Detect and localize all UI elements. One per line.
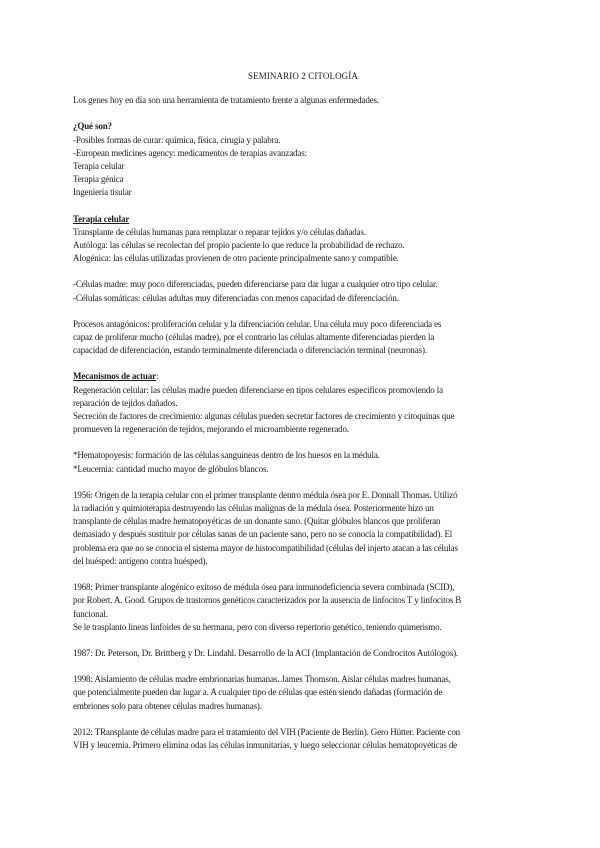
- history-2012-line: VIH y leucemia. Primero elimina odas las células inmunitarias, y luego seleccionar células hematopoyéticas de: [73, 739, 458, 750]
- history-1998-line: embriones solo para obtener células madres humanas).: [73, 700, 262, 711]
- history-1956-line: problema era que no se conocía el sistema mayor de histocompatibilidad (células del injerto atacan a las células: [73, 542, 458, 553]
- document-page: [73, 70, 533, 752]
- history-1998-line: que potencialmente pueden dar lugar a. A cualquier tipo de células que estén siendo dañadas (formación de: [73, 687, 443, 698]
- mecanismos-line: promueven la regeneración de tejidos, mejorando el microambiente regenerado.: [73, 424, 349, 435]
- history-1968-line: funcional.: [73, 608, 108, 619]
- history-1968-line: Se le trasplanto líneas linfoides de su hermana, pero con diverso repertorio genético, teniendo quimerismo.: [73, 621, 442, 632]
- history-1956-line: 1956: Origen de la terapia celular con el primer transplante dentro médula ósea por E. Donnall Thomas. Utilizó: [73, 489, 458, 500]
- note-line: *Leucemia: cantidad mucho mayor de glóbulos blancos.: [73, 463, 269, 474]
- terapia-celular-line: Alogénica: las células utilizadas provienen de otro paciente principalmente sano y compatible.: [73, 253, 399, 264]
- mecanismos-line: Secreción de factores de crecimiento: algunas células pueden secretar factores de crecimiento y citoquinas que: [73, 411, 455, 422]
- mecanismos-line: reparación de tejidos dañados.: [73, 397, 178, 408]
- procesos-line: capacidad de diferenciación, estando terminalmente diferenciada o diferenciación terminal (neuronas).: [73, 345, 427, 356]
- terapia-celular-line: Autóloga: las células se recolectan del propio paciente lo que reduce la probabilidad de rechazo.: [73, 240, 405, 251]
- que-son-line: Terapia celular: [73, 161, 125, 172]
- history-1956-line: la radiación y quimioterapia destruyendo las células malignas de la médula ósea. Posteriormente hizo un: [73, 503, 434, 514]
- que-son-line: -Posibles formas de curar: química, física, cirugía y palabra.: [73, 134, 281, 145]
- mecanismos-line: Regeneración celular: las células madre pueden diferenciarse en tipos celulares específicos promoviendo la: [73, 384, 443, 395]
- history-1998-line: 1998: Aislamiento de células madre embrionarias humanas. James Thomson. Aislar células madres humanas,: [73, 674, 451, 685]
- que-son-heading: ¿Qué son?: [73, 121, 112, 132]
- history-1987-line: 1987: Dr. Peterson, Dr. Brittberg y Dr. Lindahl. Desarrollo de la ACI (Implantación de Condrocitos Autólogos).: [73, 647, 459, 658]
- procesos-line: capaz de proliferar mucho (células madre), por el contrario las células altamente diferenciadas pierden la: [73, 332, 435, 343]
- terapia-celular-heading: Terapia celular: [73, 213, 130, 224]
- mecanismos-heading: Mecanismos de actuar: [73, 371, 156, 382]
- que-son-line: Ingeniería tisular: [73, 187, 132, 198]
- note-line: *Hematopoyesis: formación de las células sanguíneas dentro de los huesos en la médula.: [73, 450, 380, 461]
- mecanismos-heading-line: [73, 370, 533, 383]
- history-2012-line: 2012: TRansplante de células madre para el tratamiento del VIH (Paciente de Berlín). Gero Hütter. Paciente con: [73, 726, 461, 737]
- history-1968-line: 1968: Primer transplante alogénico exitoso de médula ósea para inmunodeficiencia severa combinada (SCID),: [73, 582, 455, 593]
- que-son-line: -European medicines agency: medicamentos de terapias avanzadas:: [73, 147, 307, 158]
- history-1956-line: transplante de células madre hematopoyéticas de un donante sano. (Quitar glóbulos blancos que proliferan: [73, 516, 441, 527]
- que-son-line: Terapia génica: [73, 174, 124, 185]
- mecanismos-heading-colon: :: [155, 371, 159, 382]
- history-1968-line: por Robert. A. Good. Grupos de trastornos genéticos caracterizados por la ausencia de linfocitos T y linfocitos B: [73, 595, 462, 606]
- intro-paragraph: Los genes hoy en día son una herramienta de tratamiento frente a algunas enfermedades.: [73, 95, 379, 106]
- procesos-line: Procesos antagónicos: proliferación celular y la difrenciación celular. Una célula muy poco diferenciada es: [73, 318, 442, 329]
- cell-type-line: -Células madre: muy poco diferenciadas, pueden diferenciarse para dar lugar a cualquier otro tipo celular.: [73, 279, 438, 290]
- terapia-celular-line: Transplante de células humanas para remplazar o reparar tejidos y/o células dañadas.: [73, 226, 366, 237]
- cell-type-line: -Células somáticas: células adultas muy diferenciadas con menos capacidad de diferenciación.: [73, 292, 399, 303]
- history-1956-line: demasiado y después sustituir por células sanas de un paciente sano, pero no se conocía la compatibilidad). El: [73, 529, 453, 540]
- document-title: SEMINARIO 2 CITOLOGÍA: [248, 71, 358, 81]
- history-1956-line: del huésped: antígeno contra huésped).: [73, 555, 208, 566]
